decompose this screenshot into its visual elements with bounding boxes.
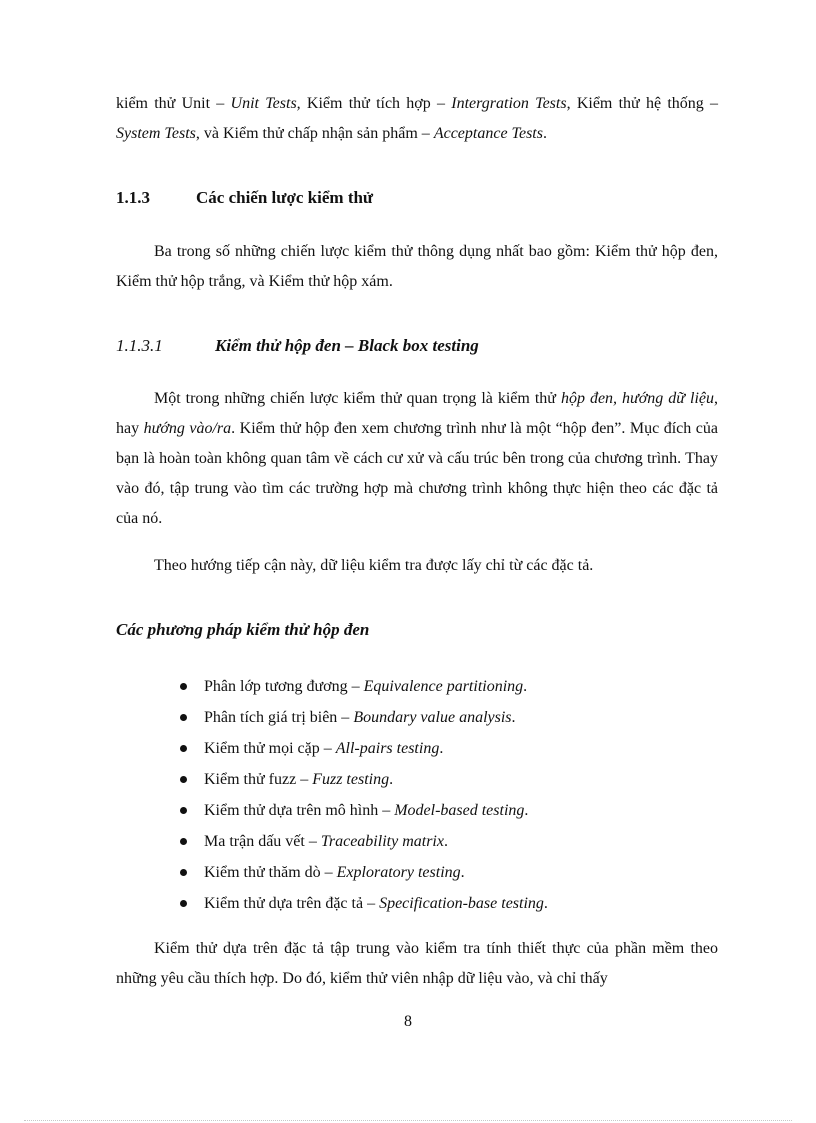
bullet-icon: [180, 776, 187, 783]
page-bottom-divider: [24, 1120, 792, 1121]
method-en: Exploratory testing: [336, 864, 461, 881]
blackbox-emphasis-1: hộp đen, hướng dữ liệu: [560, 390, 714, 407]
bullet-icon: [180, 745, 187, 752]
list-item: [180, 702, 548, 733]
page-number: 8: [404, 1013, 412, 1030]
method-vi: Ma trận dấu vết –: [204, 833, 321, 850]
method-end: .: [460, 864, 465, 881]
method-vi: Kiểm thử thăm dò –: [204, 864, 337, 881]
method-end: .: [439, 740, 444, 757]
intro-text-2: Kiểm thử tích hợp –: [300, 95, 452, 112]
intro-text-4: , và Kiểm thử chấp nhận sản phẩm –: [195, 125, 434, 142]
method-vi: Kiểm thử mọi cặp –: [204, 740, 336, 757]
list-item: [180, 795, 548, 826]
method-en: Traceability matrix: [320, 833, 444, 850]
section-heading-1-1-3-1: [116, 332, 479, 360]
paragraph-spec: Kiểm thử dựa trên đặc tả tập trung vào kiểm tra tính thiết thực của phần mềm theo những yêu cầu thích hợp. Do đó, kiểm thử viên nhập dữ liệu vào, và chỉ thấy: [116, 940, 718, 987]
method-vi: Phân lớp tương đương –: [204, 678, 364, 695]
list-item: [180, 733, 548, 764]
method-vi: Phân tích giá trị biên –: [204, 709, 354, 726]
method-en: Fuzz testing: [312, 771, 390, 788]
blackbox-emphasis-2: hướng vào/ra: [143, 420, 232, 437]
paragraph-strategies: Ba trong số những chiến lược kiểm thử thông dụng nhất bao gồm: Kiểm thử hộp đen, Kiểm thử hộp trắng, và Kiểm thử hộp xám.: [116, 243, 718, 290]
method-end: .: [389, 771, 394, 788]
method-end: .: [543, 895, 548, 912]
method-en: Model-based testing: [394, 802, 525, 819]
list-item: [180, 888, 548, 919]
method-en: Specification-base testing: [379, 895, 544, 912]
method-end: .: [524, 802, 529, 819]
section-heading-1-1-3: [116, 184, 373, 212]
paragraph-blackbox: [116, 384, 718, 534]
bullet-icon: [180, 869, 187, 876]
list-item: [180, 764, 548, 795]
intro-unit-tests: Unit Tests,: [230, 95, 301, 112]
list-item: [180, 671, 548, 702]
subsection-title: Kiểm thử hộp đen – Black box testing: [215, 336, 479, 355]
methods-heading: Các phương pháp kiểm thử hộp đen: [116, 620, 370, 639]
bullet-icon: [180, 838, 187, 845]
method-en: Boundary value analysis: [353, 709, 512, 726]
section-number: 1.1.3: [116, 188, 150, 207]
method-en: All-pairs testing: [335, 740, 440, 757]
blackbox-text-1: Một trong những chiến lược kiểm thử quan trọng là kiểm thử: [154, 390, 561, 407]
blackbox-text-2: , hay: [116, 390, 718, 437]
methods-list: [180, 671, 548, 919]
method-end: .: [443, 833, 448, 850]
subsection-number: 1.1.3.1: [116, 336, 163, 355]
bullet-icon: [180, 683, 187, 690]
list-item: [180, 826, 548, 857]
intro-text-1: kiểm thử Unit –: [116, 95, 231, 112]
method-vi: Kiểm thử fuzz –: [204, 771, 313, 788]
intro-text-5: .: [542, 125, 547, 142]
intro-integration-tests: Intergration Tests: [451, 95, 567, 112]
method-en: Equivalence partitioning: [363, 678, 524, 695]
paragraph-intro: [116, 89, 718, 149]
method-end: .: [511, 709, 516, 726]
list-item: [180, 857, 548, 888]
blackbox-text-3: . Kiểm thử hộp đen xem chương trình như là một “hộp đen”. Mục đích của bạn là hoàn toàn không quan tâm về cách cư xử và cấu trúc bên trong của chương trình. Thay vào đó, tập trung vào tìm các trường hợp mà chương trình không thực hiện theo các đặc tả của nó.: [116, 420, 718, 527]
bullet-icon: [180, 714, 187, 721]
intro-system-tests: System Tests: [116, 125, 196, 142]
method-vi: Kiểm thử dựa trên mô hình –: [204, 802, 395, 819]
intro-acceptance-tests: Acceptance Tests: [433, 125, 543, 142]
section-title: Các chiến lược kiểm thử: [196, 188, 374, 207]
bullet-icon: [180, 900, 187, 907]
method-vi: Kiểm thử dựa trên đặc tả –: [204, 895, 380, 912]
bullet-icon: [180, 807, 187, 814]
method-end: .: [523, 678, 528, 695]
intro-text-3: , Kiểm thử hệ thống –: [566, 95, 719, 112]
paragraph-approach: Theo hướng tiếp cận này, dữ liệu kiểm tra được lấy chỉ từ các đặc tả.: [154, 557, 594, 574]
